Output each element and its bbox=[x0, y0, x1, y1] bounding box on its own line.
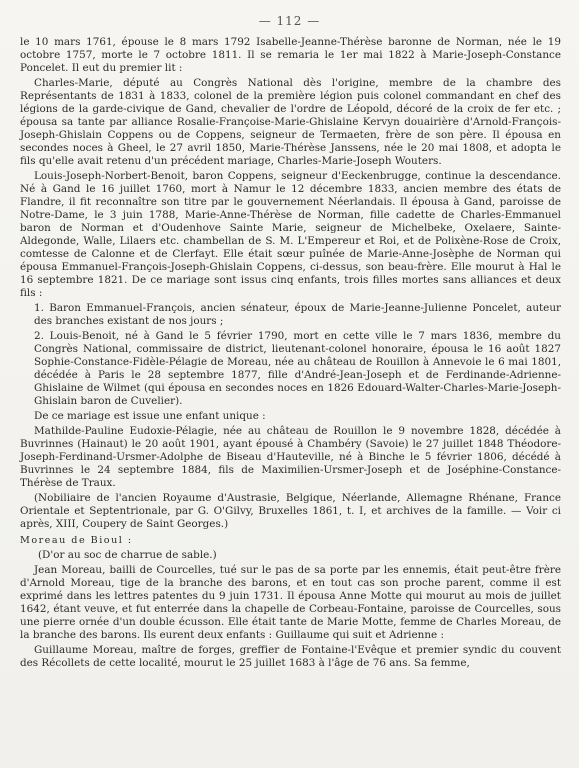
section-heading: Moreau de Bioul : bbox=[20, 535, 133, 546]
paragraph: 2. Louis-Benoit, né à Gand le 5 février 1790, mort en cette ville le 7 mars 1836, membre du Congrès National, commissaire de district, lieutenant-colonel honoraire, épousa le 16 août 1827 Sophie-Constance-Fidèle-Pélagie de Moreau, née au château de Rouillon à Annevoie le 6 mai 1801, décédée à Paris le 28 septembre 1877, fille d'André-Jean-Joseph et de Ferdinande-Adrienne-Ghislaine de Wilmet (qui épousa en secondes noces en 1826 Edouard-Walter-Charles-Marie-Joseph-Ghislain baron de Cuvelier). bbox=[34, 330, 561, 407]
paragraph: De ce mariage est issue une enfant unique : bbox=[34, 410, 266, 422]
arms-description: (D'or au soc de charrue de sable.) bbox=[38, 549, 217, 561]
paragraph: Guillaume Moreau, maître de forges, greffier de Fontaine-l'Evêque et premier syndic du couvent des Récollets de cette localité, mourut le 25 juillet 1683 à l'âge de 76 ans. Sa femme, bbox=[20, 644, 561, 669]
paragraph: Mathilde-Pauline Eudoxie-Pélagie, née au château de Rouillon le 9 novembre 1828, décédée à Buvrinnes (Hainaut) le 20 août 1901, ayant épousé à Chambéry (Savoie) le 27 juillet 1848 Théodore-Joseph-Ferdinand-Ursmer-Adolphe de Biseau d'Hauteville, né à Binche le 5 février 1806, décédé à Buvrinnes le 24 septembre 1884, fils de Maximilien-Ursmer-Joseph et de Joséphine-Constance-Thérèse de Traux. bbox=[20, 425, 561, 489]
body-text bbox=[20, 36, 561, 762]
paragraph: 1. Baron Emmanuel-François, ancien sénateur, époux de Marie-Jeanne-Julienne Poncelet, auteur des branches existant de nos jours ; bbox=[34, 302, 561, 327]
paragraph: le 10 mars 1761, épouse le 8 mars 1792 Isabelle-Jeanne-Thérèse baronne de Norman, née le 19 octobre 1757, morte le 7 octobre 1811. Il se remaria le 1er mai 1822 à Marie-Joseph-Constance Poncelet. Il eut du premier lit : bbox=[20, 36, 561, 74]
page-number: — 112 — bbox=[258, 14, 321, 28]
paragraph: Jean Moreau, bailli de Courcelles, tué sur le pas de sa porte par les ennemis, était peut-être frère d'Arnold Moreau, tige de la branche des barons, et en tout cas son proche parent, comme il est exprimé dans les lettres patentes du 9 juin 1731. Il épousa Anne Motte qui mourut au mois de juillet 1642, étant veuve, et fut enterrée dans la chapelle de Corbeau-Fontaine, paroisse de Courcelles, sous une pierre ornée d'un double écusson. Elle était tante de Marie Motte, femme de Charles Moreau, de la branche des barons. Ils eurent deux enfants : Guillaume qui suit et Adrienne : bbox=[20, 564, 561, 641]
paragraph: Charles-Marie, député au Congrès National dès l'origine, membre de la chambre des Représentants de 1831 à 1833, colonel de la première légion puis colonel commandant en chef des légions de la garde-civique de Gand, chevalier de l'ordre de Léopold, décoré de la croix de fer etc. ; épousa sa tante par alliance Rosalie-Françoise-Marie-Ghislaine Kervyn douairière d'Arnold-François-Joseph-Ghislain Coppens ou de Coppens, seigneur de Termaeten, frère de son père. Il épousa en secondes noces à Gheel, le 27 avril 1850, Marie-Thérèse Janssens, née le 20 mai 1808, et adopta le fils qu'elle avait retenu d'un précédent mariage, Charles-Marie-Joseph Wouters. bbox=[20, 77, 561, 167]
paragraph: Louis-Joseph-Norbert-Benoit, baron Coppens, seigneur d'Eeckenbrugge, continue la descendance. Né à Gand le 16 juillet 1760, mort à Namur le 12 décembre 1833, ancien membre des états de Flandre, il fit reconnaître son titre par le gouvernement Néerlandais. Il épousa à Gand, paroisse de Notre-Dame, le 3 juin 1788, Marie-Anne-Thérèse de Norman, fille cadette de Charles-Emmanuel baron de Norman et d'Oudenhove Sainte Marie, seigneur de Michelbeke, Oxelaere, Sainte-Aldegonde, Walle, Lilaers etc. chambellan de S. M. L'Empereur et Roi, et de Polixène-Rose de Croix, comtesse de Calonne et de Clerfayt. Elle était sœur puînée de Marie-Anne-Josèphe de Norman qui épousa Emmanuel-François-Joseph-Ghislain Coppens, ci-dessus, son beau-frère. Elle mourut à Hal le 16 septembre 1821. De ce mariage sont issus cinq enfants, trois filles mortes sans alliances et deux fils : bbox=[20, 170, 561, 299]
paragraph: (Nobiliaire de l'ancien Royaume d'Austrasie, Belgique, Néerlande, Allemagne Rhénane, France Orientale et Septentrionale, par G. O'Gilvy, Bruxelles 1861, t. I, et archives de la famille. — Voir ci après, XIII, Coupery de Saint Georges.) bbox=[20, 492, 561, 530]
